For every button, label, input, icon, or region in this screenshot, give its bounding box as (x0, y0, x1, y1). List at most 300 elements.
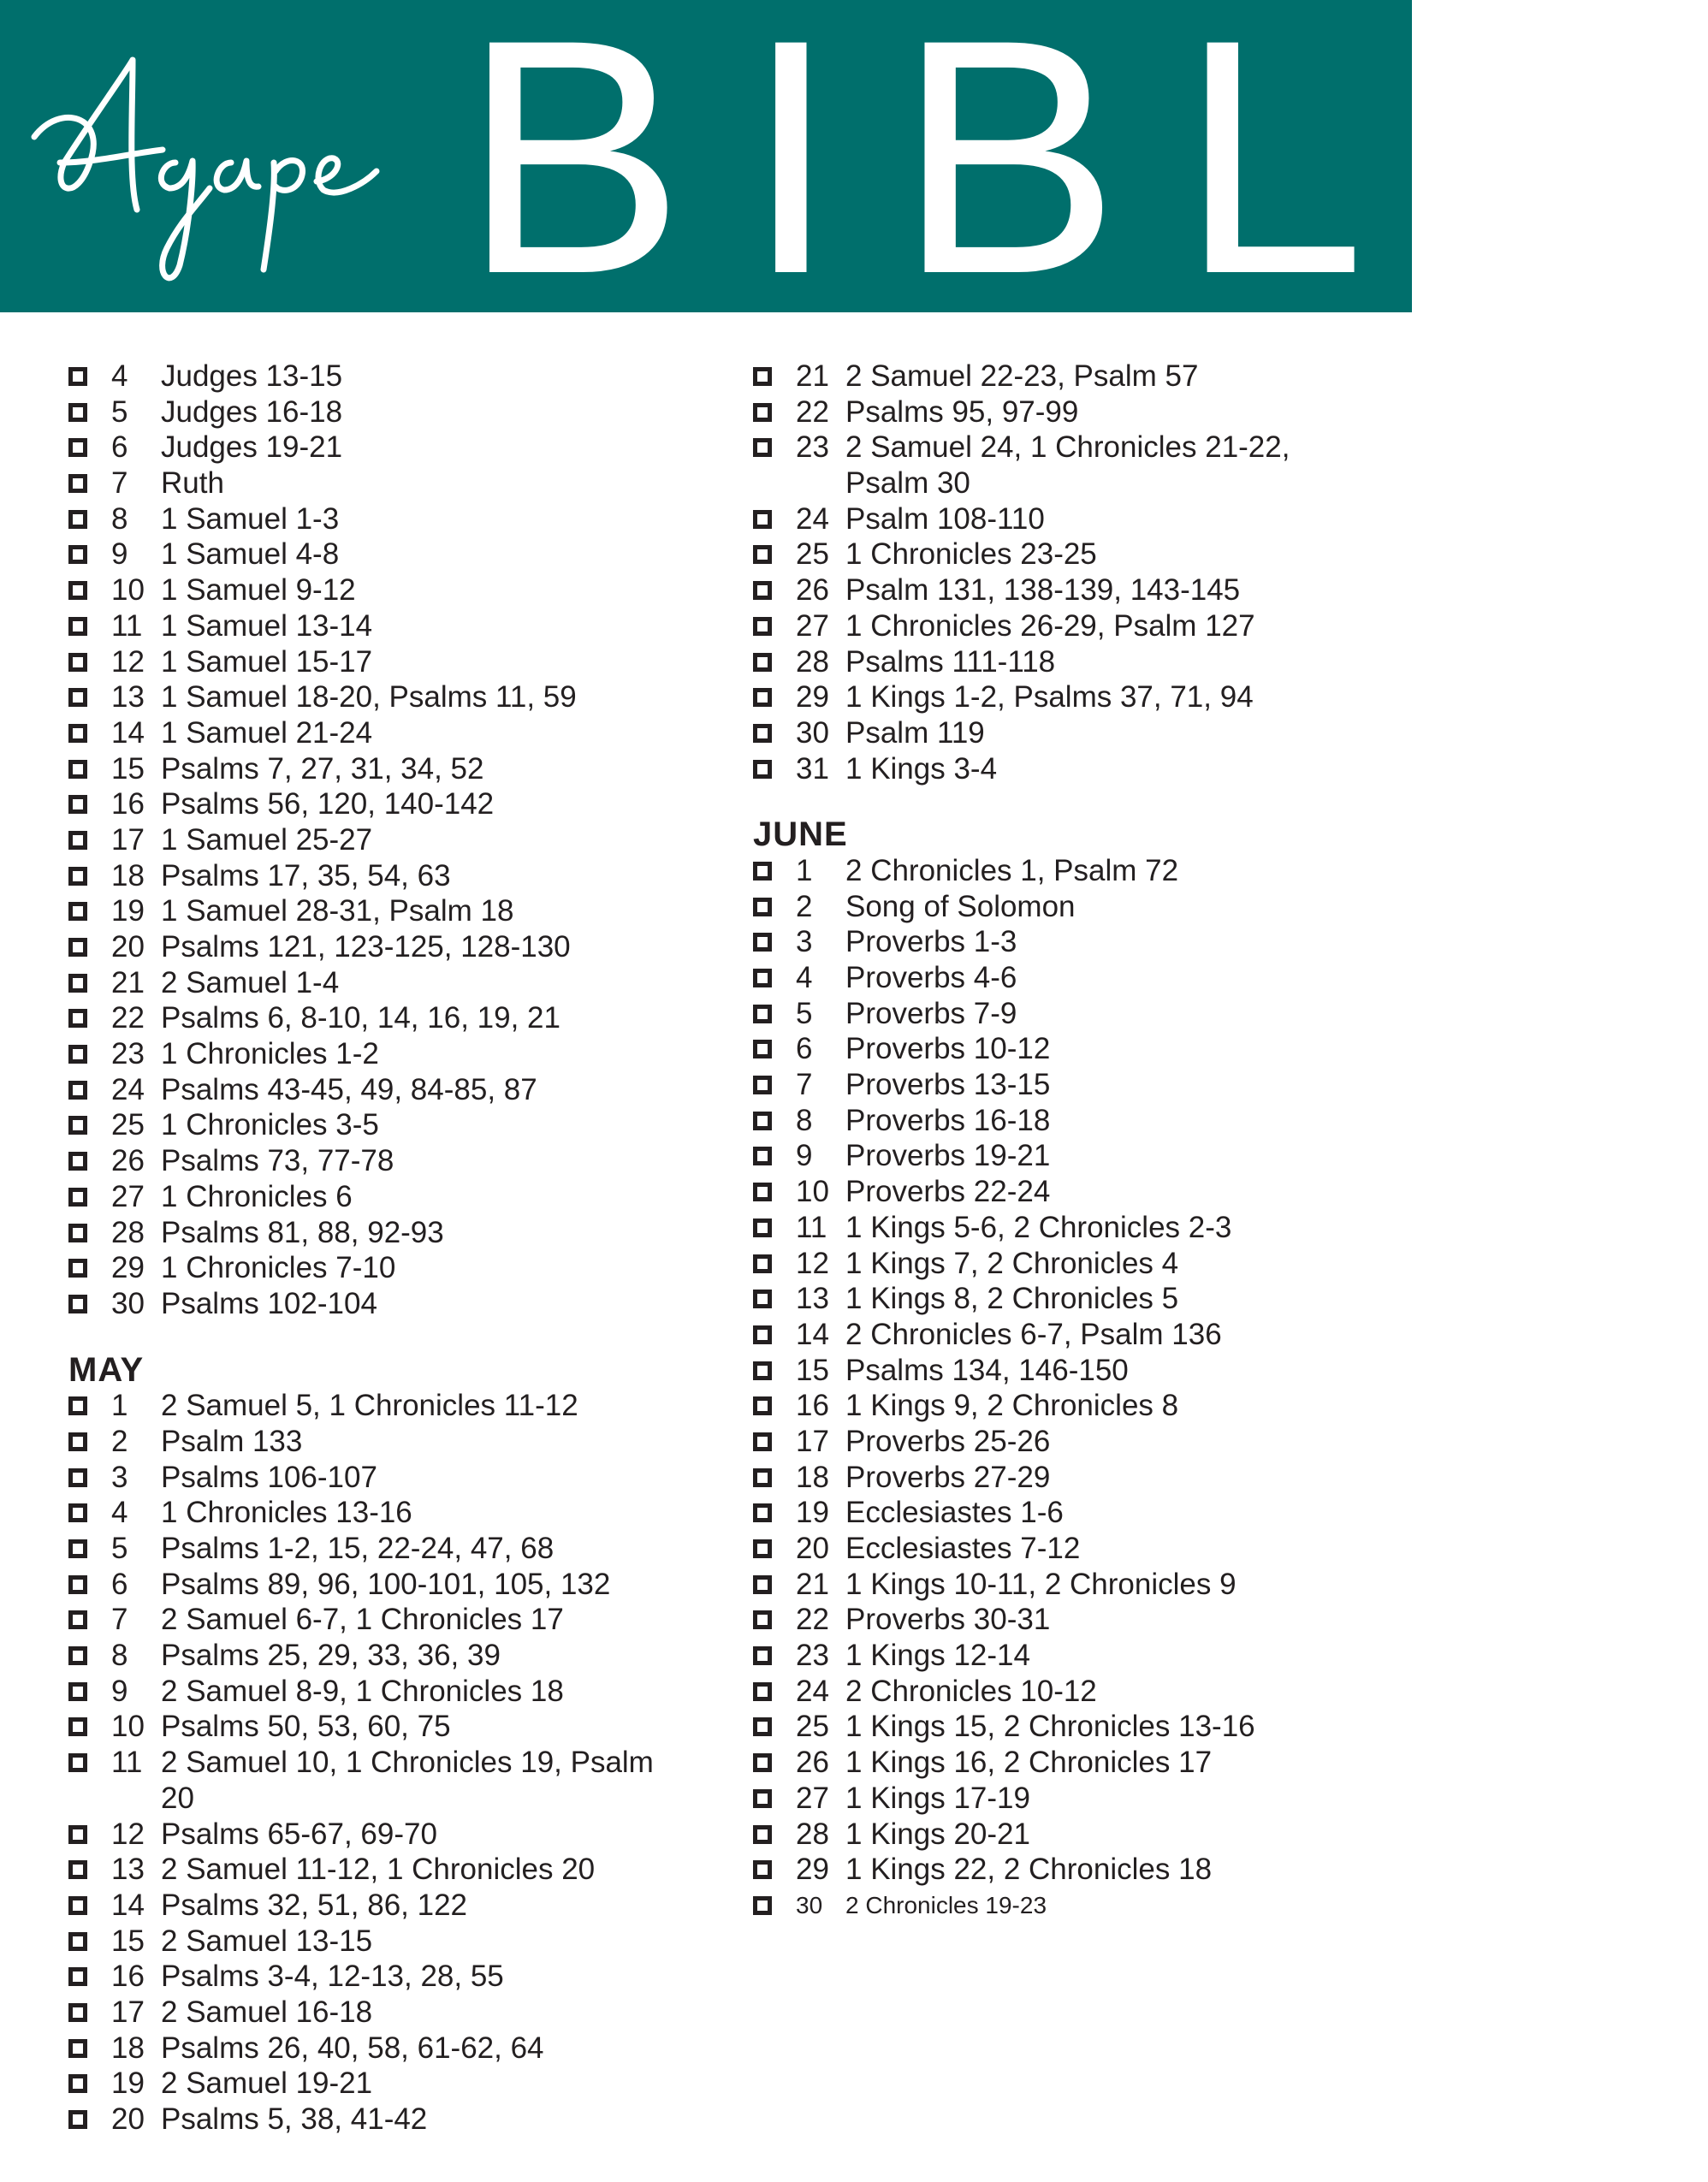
checkbox[interactable] (68, 1753, 87, 1772)
reading-row (68, 1567, 702, 1603)
reading-text: Ecclesiastes 1-6 (845, 1496, 1064, 1530)
may-reading-list-continued (753, 359, 1386, 786)
reading-row (753, 1138, 1386, 1174)
reading-row (753, 715, 1386, 751)
reading-text: 1 Samuel 1-3 (161, 501, 340, 536)
right-column (753, 359, 1386, 1924)
reading-row (68, 430, 702, 465)
reading-text: 2 Samuel 11-12, 1 Chronicles 20 (161, 1853, 596, 1887)
may-heading: MAY (68, 1350, 145, 1389)
day-number: 16 (111, 1960, 145, 1994)
reading-row (68, 1215, 702, 1251)
reading-row (68, 1107, 702, 1143)
checkbox[interactable] (68, 1896, 87, 1915)
checkbox[interactable] (68, 1152, 87, 1171)
checkbox[interactable] (68, 724, 87, 743)
reading-text: 1 Kings 10-11, 2 Chronicles 9 (845, 1567, 1237, 1601)
reading-text: Judges 16-18 (161, 394, 343, 429)
reading-row (753, 1531, 1386, 1567)
reading-row (68, 1888, 702, 1924)
reading-text: 1 Chronicles 13-16 (161, 1496, 412, 1530)
day-number: 15 (796, 1353, 829, 1387)
reading-row (753, 679, 1386, 715)
day-number: 10 (111, 573, 145, 608)
checkbox[interactable] (753, 1432, 772, 1451)
reading-text: 2 Chronicles 19-23 (845, 1891, 1047, 1918)
reading-text: Psalms 43-45, 49, 84-85, 87 (161, 1072, 537, 1106)
reading-row (68, 572, 702, 608)
big-title-text: BIBLE (462, 0, 1708, 343)
reading-text: Proverbs 4-6 (845, 961, 1017, 995)
checkbox[interactable] (753, 1753, 772, 1772)
checkbox[interactable] (68, 367, 87, 386)
checkbox[interactable] (68, 581, 87, 600)
day-number: 27 (111, 1179, 145, 1213)
reading-row (753, 572, 1386, 608)
reading-row (68, 1674, 702, 1710)
checkbox[interactable] (753, 1361, 772, 1380)
reading-row (753, 1745, 1386, 1781)
day-number: 28 (796, 644, 829, 679)
checkbox[interactable] (753, 1254, 772, 1273)
day-number: 14 (111, 715, 145, 750)
reading-row (753, 1317, 1386, 1353)
reading-row (753, 1210, 1386, 1246)
reading-row (753, 1031, 1386, 1067)
day-number: 23 (796, 1639, 829, 1673)
reading-text: Proverbs 30-31 (845, 1603, 1051, 1637)
reading-row (68, 1852, 702, 1888)
checkbox[interactable] (753, 438, 772, 457)
checkbox[interactable] (753, 1539, 772, 1558)
day-number: 29 (796, 680, 829, 714)
reading-text: Psalms 89, 96, 100-101, 105, 132 (161, 1567, 611, 1601)
checkbox[interactable] (753, 1147, 772, 1165)
day-number: 9 (111, 1674, 128, 1708)
checkbox[interactable] (68, 1468, 87, 1487)
checkbox[interactable] (68, 902, 87, 921)
day-number: 5 (111, 1532, 128, 1565)
checkbox[interactable] (753, 653, 772, 672)
day-number: 3 (111, 1460, 128, 1494)
reading-row (753, 1281, 1386, 1317)
reading-row (753, 501, 1386, 537)
reading-row (753, 1817, 1386, 1853)
reading-text: Psalms 95, 97-99 (845, 394, 1079, 429)
checkbox[interactable] (68, 474, 87, 493)
checkbox[interactable] (68, 653, 87, 672)
day-number: 20 (796, 1532, 829, 1566)
reading-text: 1 Kings 5-6, 2 Chronicles 2-3 (845, 1210, 1232, 1244)
checkbox[interactable] (68, 688, 87, 707)
checkbox[interactable] (753, 1076, 772, 1094)
reading-text: 1 Samuel 13-14 (161, 608, 373, 643)
reading-text: 1 Kings 16, 2 Chronicles 17 (845, 1746, 1213, 1780)
checkbox[interactable] (753, 1825, 772, 1844)
reading-row (68, 501, 702, 537)
day-number: 26 (796, 573, 829, 608)
checkbox[interactable] (68, 1224, 87, 1242)
day-number: 25 (796, 1710, 829, 1744)
checkbox[interactable] (753, 581, 772, 600)
reading-text: 2 Samuel 19-21 (161, 2066, 373, 2101)
reading-text: Proverbs 1-3 (845, 925, 1017, 959)
reading-row (68, 1388, 702, 1424)
reading-text: Psalms 111-118 (845, 644, 1056, 679)
reading-row (753, 644, 1386, 680)
day-number: 11 (111, 1746, 143, 1780)
day-number: 3 (796, 925, 813, 959)
day-number: 29 (796, 1853, 829, 1887)
checkbox[interactable] (753, 688, 772, 707)
day-number: 24 (796, 501, 829, 536)
reading-row (753, 1246, 1386, 1282)
reading-text: Psalms 1-2, 15, 22-24, 47, 68 (161, 1532, 555, 1565)
day-number: 4 (111, 1496, 128, 1530)
reading-text: 2 Samuel 5, 1 Chronicles 11-12 (161, 1389, 578, 1423)
checkbox[interactable] (68, 1188, 87, 1207)
reading-text: 1 Samuel 28-31, Psalm 18 (161, 894, 514, 928)
checkbox[interactable] (68, 1575, 87, 1594)
day-number: 12 (111, 644, 145, 679)
checkbox[interactable] (68, 1967, 87, 1986)
reading-row (68, 1250, 702, 1286)
reading-text: Psalms 134, 146-150 (845, 1353, 1129, 1387)
checkbox[interactable] (753, 1112, 772, 1130)
checkbox[interactable] (68, 1610, 87, 1629)
reading-row (68, 359, 702, 394)
day-number: 1 (796, 853, 813, 887)
reading-text: 2 Samuel 1-4 (161, 965, 340, 999)
checkbox[interactable] (753, 1717, 772, 1736)
checkbox[interactable] (68, 2003, 87, 2022)
checkbox[interactable] (68, 2110, 87, 2129)
checkbox[interactable] (753, 933, 772, 952)
checkbox[interactable] (68, 1116, 87, 1135)
reading-row (753, 1353, 1386, 1389)
reading-row (68, 644, 702, 680)
reading-row (68, 1072, 702, 1108)
reading-row (68, 1143, 702, 1179)
reading-text: 2 Samuel 22-23, Psalm 57 (845, 359, 1199, 393)
day-number: 14 (111, 1888, 145, 1922)
reading-text: 1 Kings 8, 2 Chronicles 5 (845, 1282, 1179, 1316)
reading-text: Psalms 6, 8-10, 14, 16, 19, 21 (161, 1001, 560, 1035)
checkbox[interactable] (68, 2074, 87, 2093)
reading-row (68, 1179, 702, 1215)
reading-text: Judges 13-15 (161, 359, 343, 393)
checkbox[interactable] (753, 1789, 772, 1808)
reading-text: Psalms 65-67, 69-70 (161, 1817, 437, 1851)
reading-text: Psalm 119 (845, 715, 985, 750)
reading-text: Psalms 25, 29, 33, 36, 39 (161, 1639, 501, 1673)
checkbox[interactable] (68, 1009, 87, 1028)
reading-text: 2 Chronicles 6-7, Psalm 136 (845, 1317, 1222, 1351)
reading-row (68, 465, 702, 501)
reading-text: 1 Kings 1-2, Psalms 37, 71, 94 (845, 680, 1254, 714)
reading-row (68, 1602, 702, 1638)
day-number: 21 (111, 965, 145, 999)
day-number: 26 (111, 1144, 145, 1178)
checkbox[interactable] (68, 1646, 87, 1665)
checkbox[interactable] (753, 724, 772, 743)
reading-text: 2 Samuel 6-7, 1 Chronicles 17 (161, 1603, 564, 1637)
may-reading-list (68, 1388, 702, 2137)
reading-text: Proverbs 13-15 (845, 1068, 1051, 1102)
reading-row (753, 394, 1386, 430)
checkbox[interactable] (68, 1259, 87, 1278)
checkbox[interactable] (68, 1825, 87, 1844)
day-number: 13 (111, 680, 145, 714)
reading-row (68, 2102, 702, 2138)
day-number: 23 (796, 430, 829, 465)
reading-text: Song of Solomon (845, 889, 1076, 923)
day-number: 19 (796, 1496, 829, 1530)
day-number: 1 (111, 1389, 128, 1423)
day-number: 22 (796, 394, 829, 429)
checkbox[interactable] (753, 1610, 772, 1629)
day-number: 5 (796, 996, 813, 1030)
checkbox[interactable] (68, 938, 87, 957)
checkbox[interactable] (753, 1896, 772, 1915)
day-number: 30 (111, 1286, 145, 1320)
checkbox[interactable] (753, 1325, 772, 1344)
day-number: 11 (796, 1210, 827, 1244)
reading-row (68, 394, 702, 430)
reading-text: Proverbs 7-9 (845, 996, 1017, 1030)
day-number: 6 (111, 430, 128, 465)
checkbox[interactable] (753, 1218, 772, 1237)
day-number: 22 (111, 1001, 145, 1035)
reading-text: Proverbs 16-18 (845, 1103, 1051, 1137)
reading-row (753, 1888, 1386, 1924)
checkbox[interactable] (753, 545, 772, 564)
june-reading-list (753, 853, 1386, 1924)
reading-text: Psalm 133 (161, 1424, 303, 1458)
checkbox[interactable] (753, 1396, 772, 1415)
reading-text: Ecclesiastes 7-12 (845, 1532, 1081, 1566)
reading-text: Psalms 106-107 (161, 1460, 377, 1494)
checkbox[interactable] (68, 974, 87, 993)
checkbox[interactable] (753, 403, 772, 422)
reading-text: 1 Samuel 9-12 (161, 573, 356, 608)
reading-text: 1 Samuel 18-20, Psalms 11, 59 (161, 680, 577, 714)
reading-row (753, 608, 1386, 644)
checkbox[interactable] (68, 1860, 87, 1879)
reading-text: 1 Kings 22, 2 Chronicles 18 (845, 1853, 1213, 1887)
reading-text: Psalm 108-110 (845, 501, 1045, 536)
checkbox[interactable] (753, 1005, 772, 1023)
checkbox[interactable] (753, 617, 772, 636)
checkbox[interactable] (68, 1295, 87, 1313)
reading-row (753, 1567, 1386, 1603)
day-number: 7 (111, 466, 128, 501)
reading-row (753, 853, 1386, 889)
checkbox[interactable] (68, 617, 87, 636)
checkbox[interactable] (753, 1503, 772, 1522)
reading-text: 2 Samuel 8-9, 1 Chronicles 18 (161, 1674, 564, 1708)
reading-text: 1 Kings 20-21 (845, 1817, 1030, 1851)
day-number: 4 (796, 961, 813, 995)
reading-row (68, 608, 702, 644)
day-number: 21 (796, 1567, 829, 1601)
day-number: 28 (796, 1817, 829, 1851)
reading-row (68, 1995, 702, 2031)
day-number: 20 (111, 2102, 145, 2137)
checkbox[interactable] (753, 862, 772, 881)
checkbox[interactable] (68, 438, 87, 457)
reading-row (753, 1638, 1386, 1674)
reading-row (68, 1036, 702, 1072)
reading-row (753, 1388, 1386, 1424)
checkbox[interactable] (753, 1468, 772, 1487)
day-number: 18 (111, 2031, 145, 2065)
reading-row (68, 822, 702, 858)
reading-text: 1 Chronicles 26-29, Psalm 127 (845, 608, 1255, 643)
day-number: 19 (111, 894, 145, 928)
checkbox[interactable] (68, 1682, 87, 1701)
reading-row (68, 929, 702, 965)
reading-row (68, 1286, 702, 1322)
checkbox[interactable] (753, 1040, 772, 1058)
day-number: 19 (111, 2066, 145, 2101)
june-heading: JUNE (753, 815, 848, 854)
reading-row (68, 965, 702, 1001)
day-number: 24 (111, 1072, 145, 1106)
checkbox[interactable] (68, 1717, 87, 1736)
checkbox[interactable] (68, 1045, 87, 1064)
checkbox[interactable] (68, 1396, 87, 1415)
day-number: 2 (796, 889, 813, 923)
checkbox[interactable] (68, 760, 87, 779)
day-number: 11 (111, 608, 143, 643)
reading-row (68, 786, 702, 822)
reading-row (68, 679, 702, 715)
reading-text: Psalms 3-4, 12-13, 28, 55 (161, 1960, 504, 1994)
reading-row (753, 1103, 1386, 1139)
reading-text: 1 Samuel 4-8 (161, 537, 340, 572)
agape-script-logo (26, 34, 428, 291)
checkbox[interactable] (753, 1183, 772, 1201)
reading-text: Psalms 7, 27, 31, 34, 52 (161, 751, 484, 786)
day-number: 13 (111, 1853, 145, 1887)
reading-row (753, 430, 1386, 501)
checkbox[interactable] (68, 1932, 87, 1951)
reading-text: 1 Kings 12-14 (845, 1639, 1030, 1673)
checkbox[interactable] (753, 367, 772, 386)
reading-row (68, 1495, 702, 1531)
reading-row (753, 1174, 1386, 1210)
checkbox[interactable] (68, 1432, 87, 1451)
checkbox[interactable] (68, 510, 87, 529)
reading-row (753, 924, 1386, 960)
day-number: 16 (796, 1389, 829, 1423)
checkbox[interactable] (68, 2039, 87, 2058)
reading-text: 2 Chronicles 10-12 (845, 1674, 1097, 1708)
day-number: 18 (111, 858, 145, 892)
checkbox[interactable] (753, 969, 772, 987)
day-number: 9 (796, 1139, 813, 1173)
day-number: 5 (111, 394, 128, 429)
reading-row (68, 1531, 702, 1567)
day-number: 21 (796, 359, 829, 393)
checkbox[interactable] (753, 1646, 772, 1665)
reading-row (753, 1495, 1386, 1531)
left-column (68, 359, 702, 2138)
checkbox[interactable] (753, 510, 772, 529)
checkbox[interactable] (753, 1575, 772, 1594)
day-number: 20 (111, 930, 145, 964)
checkbox[interactable] (753, 760, 772, 779)
day-number: 7 (111, 1603, 128, 1637)
day-number: 12 (111, 1817, 145, 1851)
day-number: 29 (111, 1251, 145, 1285)
reading-row (68, 751, 702, 787)
checkbox[interactable] (68, 545, 87, 564)
checkbox[interactable] (753, 898, 772, 916)
day-number: 8 (796, 1103, 813, 1137)
checkbox[interactable] (68, 795, 87, 814)
checkbox[interactable] (68, 867, 87, 886)
day-number: 30 (796, 1891, 823, 1918)
day-number: 15 (111, 751, 145, 786)
reading-row (68, 1959, 702, 1995)
reading-row (68, 1638, 702, 1674)
day-number: 9 (111, 537, 128, 572)
reading-text: 2 Samuel 16-18 (161, 1995, 373, 2029)
reading-text: 1 Chronicles 3-5 (161, 1108, 379, 1142)
reading-row (68, 2031, 702, 2066)
reading-row (753, 1852, 1386, 1888)
reading-row (68, 858, 702, 894)
checkbox[interactable] (68, 1539, 87, 1558)
day-number: 17 (111, 822, 145, 857)
checkbox[interactable] (68, 831, 87, 850)
day-number: 25 (796, 537, 829, 572)
reading-row (753, 751, 1386, 787)
reading-text: 1 Chronicles 23-25 (845, 537, 1097, 572)
reading-text: Psalm 131, 138-139, 143-145 (845, 573, 1241, 608)
checkbox[interactable] (753, 1290, 772, 1308)
checkbox[interactable] (68, 1503, 87, 1522)
reading-text: 1 Chronicles 6 (161, 1179, 353, 1213)
reading-text: 1 Kings 17-19 (845, 1781, 1030, 1815)
day-number: 6 (796, 1032, 813, 1066)
checkbox[interactable] (68, 403, 87, 422)
checkbox[interactable] (753, 1682, 772, 1701)
reading-row (753, 1067, 1386, 1103)
reading-text: Proverbs 25-26 (845, 1424, 1051, 1458)
checkbox[interactable] (68, 1081, 87, 1100)
reading-text: 2 Samuel 13-15 (161, 1924, 373, 1958)
day-number: 10 (111, 1710, 145, 1744)
day-number: 8 (111, 1639, 128, 1673)
reading-row (68, 1745, 702, 1816)
reading-text: 2 Samuel 24, 1 Chronicles 21-22, Psalm 30 (845, 430, 1290, 501)
day-number: 2 (111, 1424, 128, 1458)
reading-row (68, 1424, 702, 1460)
reading-text: 1 Samuel 15-17 (161, 644, 373, 679)
reading-row (753, 1674, 1386, 1710)
reading-row (753, 996, 1386, 1032)
day-number: 14 (796, 1317, 829, 1351)
reading-text: 1 Samuel 25-27 (161, 822, 373, 857)
day-number: 26 (796, 1746, 829, 1780)
reading-text: 1 Samuel 21-24 (161, 715, 373, 750)
reading-text: Psalms 50, 53, 60, 75 (161, 1710, 451, 1744)
checkbox[interactable] (753, 1860, 772, 1879)
reading-text: Ruth (161, 466, 224, 501)
